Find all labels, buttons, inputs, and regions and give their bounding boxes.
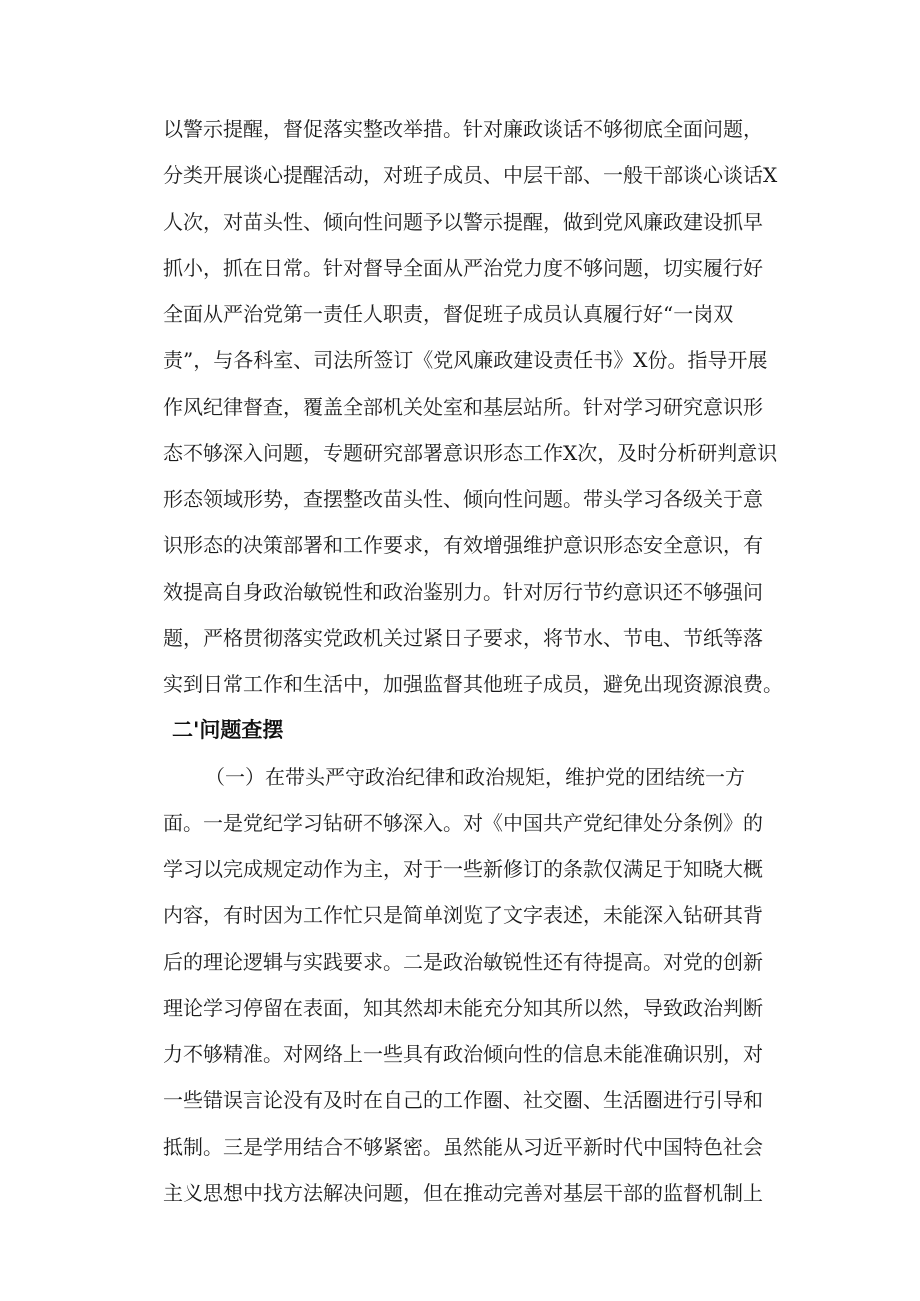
paragraph-line: 作风纪律督查，覆盖全部机关处室和基层站所。针对学习研究意识形 bbox=[163, 395, 763, 419]
paragraph-line: 后的理论逻辑与实践要求。二是政治敏锐性还有待提高。对党的创新 bbox=[163, 950, 763, 974]
paragraph-line: 效提高自身政治敏锐性和政治鉴别力。针对厉行节约意识还不够强问 bbox=[163, 580, 763, 604]
paragraph-line: 人次，对苗头性、倾向性问题予以警示提醒，做到党风廉政建设抓早 bbox=[163, 210, 763, 234]
paragraph-line: 抵制。三是学用结合不够紧密。虽然能从习近平新时代中国特色社会 bbox=[163, 1135, 763, 1159]
paragraph-line: 力不够精准。对网络上一些具有政治倾向性的信息未能准确识别，对 bbox=[163, 1042, 763, 1066]
paragraph-line: 题，严格贯彻落实党政机关过紧日子要求，将节水、节电、节纸等落 bbox=[163, 626, 763, 650]
paragraph-line: 态不够深入问题，专题研究部署意识形态工作X次，及时分析研判意识 bbox=[163, 441, 778, 465]
paragraph-line: 分类开展谈心提醒活动，对班子成员、中层干部、一般干部谈心谈话X bbox=[163, 163, 778, 187]
paragraph-line: 以警示提醒，督促落实整改举措。针对廉政谈话不够彻底全面问题， bbox=[163, 117, 763, 141]
section-heading: 二'问题查摆 bbox=[172, 718, 284, 742]
paragraph-line: 全面从严治党第一责任人职责，督促班子成员认真履行好“一岗双 bbox=[163, 302, 734, 326]
paragraph-line: 识形态的决策部署和工作要求，有效增强维护意识形态安全意识，有 bbox=[163, 533, 763, 557]
paragraph-line: （一）在带头严守政治纪律和政治规矩，维护党的团结统一方 bbox=[205, 765, 745, 789]
paragraph-line: 抓小，抓在日常。针对督导全面从严治党力度不够问题，切实履行好 bbox=[163, 256, 763, 280]
paragraph-line: 主义思想中找方法解决问题，但在推动完善对基层干部的监督机制上 bbox=[163, 1181, 763, 1205]
paragraph-line: 责”，与各科室、司法所签订《党风廉政建设责任书》X份。指导开展 bbox=[163, 348, 768, 372]
paragraph-line: 理论学习停留在表面，知其然却未能充分知其所以然，导致政治判断 bbox=[163, 996, 763, 1020]
paragraph-line: 内容，有时因为工作忙只是简单浏览了文字表述，未能深入钻研其背 bbox=[163, 903, 763, 927]
paragraph-line: 形态领域形势，查摆整改苗头性、倾向性问题。带头学习各级关于意 bbox=[163, 487, 763, 511]
paragraph-line: 实到日常工作和生活中，加强监督其他班子成员，避免出现资源浪费。 bbox=[163, 672, 783, 696]
paragraph-line: 一些错误言论没有及时在自己的工作圈、社交圈、生活圈进行引导和 bbox=[163, 1088, 763, 1112]
paragraph-line: 面。一是党纪学习钻研不够深入。对《中国共产党纪律处分条例》的 bbox=[163, 811, 763, 835]
paragraph-line: 学习以完成规定动作为主，对于一些新修订的条款仅满足于知晓大概 bbox=[163, 857, 763, 881]
